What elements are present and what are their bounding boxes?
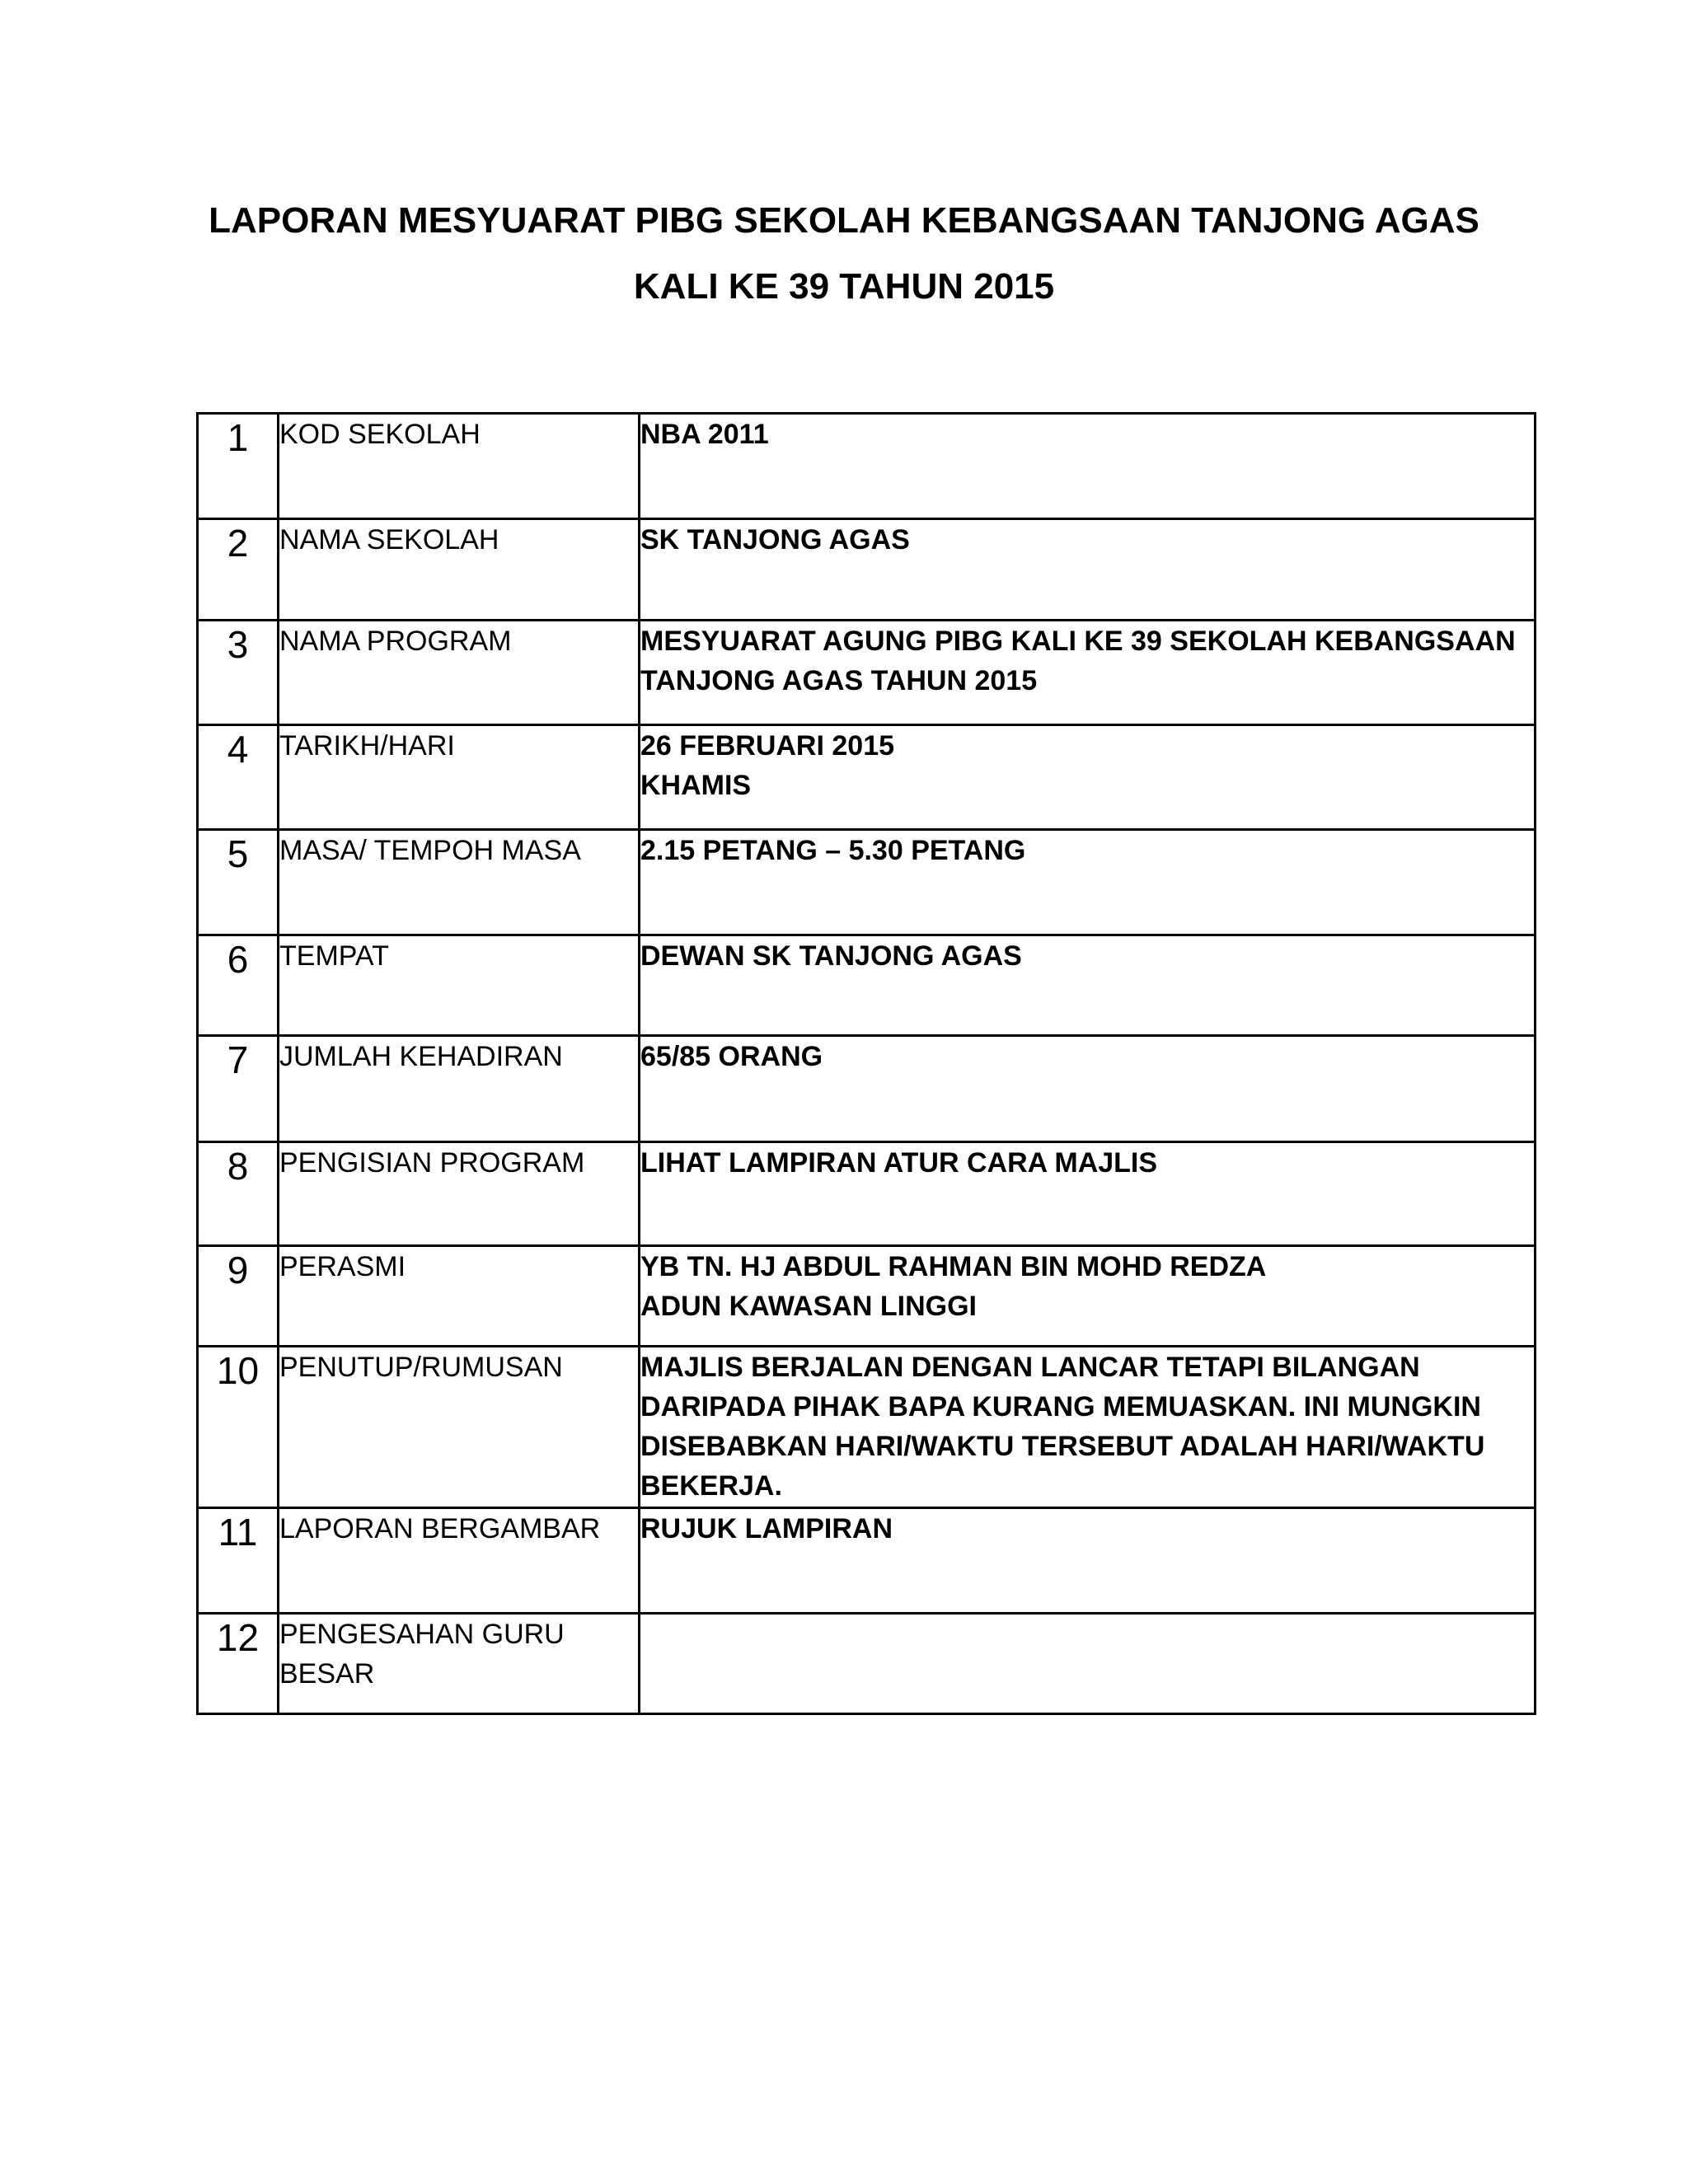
table-row <box>198 519 1536 621</box>
table-row <box>198 1614 1536 1714</box>
value-line: 65/85 ORANG <box>640 1041 823 1072</box>
value-line: KHAMIS <box>640 770 752 801</box>
row-number: 10 <box>198 1347 279 1508</box>
value-line: 2.15 PETANG – 5.30 PETANG <box>640 835 1026 866</box>
value-line: DISEBABKAN HARI/WAKTU TERSEBUT ADALAH HARI/WAKTU <box>640 1431 1485 1462</box>
row-label: KOD SEKOLAH <box>279 414 640 519</box>
row-number: 12 <box>198 1614 279 1714</box>
row-value <box>640 1508 1536 1614</box>
value-line: LIHAT LAMPIRAN ATUR CARA MAJLIS <box>640 1147 1158 1179</box>
row-value <box>640 935 1536 1036</box>
title-line-1: LAPORAN MESYUARAT PIBG SEKOLAH KEBANGSAAN TANJONG AGAS <box>209 200 1479 241</box>
row-value <box>640 725 1536 830</box>
title-line-2: KALI KE 39 TAHUN 2015 <box>633 266 1055 307</box>
row-label: NAMA SEKOLAH <box>279 519 640 621</box>
table-row <box>198 1508 1536 1614</box>
row-number: 9 <box>198 1246 279 1347</box>
row-number: 8 <box>198 1142 279 1246</box>
row-label: PENGESAHAN GURU BESAR <box>279 1614 640 1714</box>
value-line: 26 FEBRUARI 2015 <box>640 730 895 762</box>
row-value <box>640 621 1536 725</box>
row-label: NAMA PROGRAM <box>279 621 640 725</box>
row-number: 5 <box>198 830 279 935</box>
row-value <box>640 414 1536 519</box>
row-label: TEMPAT <box>279 935 640 1036</box>
table-row <box>198 1246 1536 1347</box>
row-number: 7 <box>198 1036 279 1142</box>
row-label: TARIKH/HARI <box>279 725 640 830</box>
row-value <box>640 519 1536 621</box>
table-row <box>198 1036 1536 1142</box>
row-number: 6 <box>198 935 279 1036</box>
row-label: MASA/ TEMPOH MASA <box>279 830 640 935</box>
table-row <box>198 725 1536 830</box>
table-row <box>198 830 1536 935</box>
value-line: DEWAN SK TANJONG AGAS <box>640 940 1022 972</box>
table-row <box>198 414 1536 519</box>
table-row <box>198 1347 1536 1508</box>
row-label: JUMLAH KEHADIRAN <box>279 1036 640 1142</box>
row-value <box>640 1036 1536 1142</box>
value-line: MAJLIS BERJALAN DENGAN LANCAR TETAPI BILANGAN <box>640 1352 1420 1383</box>
table-row <box>198 935 1536 1036</box>
row-label: PERASMI <box>279 1246 640 1347</box>
value-line: DARIPADA PIHAK BAPA KURANG MEMUASKAN. INI MUNGKIN <box>640 1391 1481 1422</box>
table-row <box>198 621 1536 725</box>
row-value <box>640 1347 1536 1508</box>
row-number: 3 <box>198 621 279 725</box>
value-line: NBA 2011 <box>640 419 769 450</box>
row-number: 11 <box>198 1508 279 1614</box>
row-number: 4 <box>198 725 279 830</box>
row-value <box>640 1142 1536 1246</box>
value-line: MESYUARAT AGUNG PIBG KALI KE 39 SEKOLAH KEBANGSAAN <box>640 626 1516 657</box>
row-value <box>640 1246 1536 1347</box>
value-line: ADUN KAWASAN LINGGI <box>640 1291 977 1322</box>
row-value <box>640 1614 1536 1714</box>
value-line: RUJUK LAMPIRAN <box>640 1513 893 1544</box>
document-title <box>0 198 1688 310</box>
row-number: 2 <box>198 519 279 621</box>
value-line: BEKERJA. <box>640 1470 782 1502</box>
row-value <box>640 830 1536 935</box>
value-line: TANJONG AGAS TAHUN 2015 <box>640 665 1038 696</box>
table-row <box>198 1142 1536 1246</box>
value-line: YB TN. HJ ABDUL RAHMAN BIN MOHD REDZA <box>640 1251 1267 1282</box>
row-label: PENUTUP/RUMUSAN <box>279 1347 640 1508</box>
row-number: 1 <box>198 414 279 519</box>
value-line: SK TANJONG AGAS <box>640 524 910 555</box>
row-label: PENGISIAN PROGRAM <box>279 1142 640 1246</box>
report-table <box>196 412 1536 1715</box>
row-label: LAPORAN BERGAMBAR <box>279 1508 640 1614</box>
